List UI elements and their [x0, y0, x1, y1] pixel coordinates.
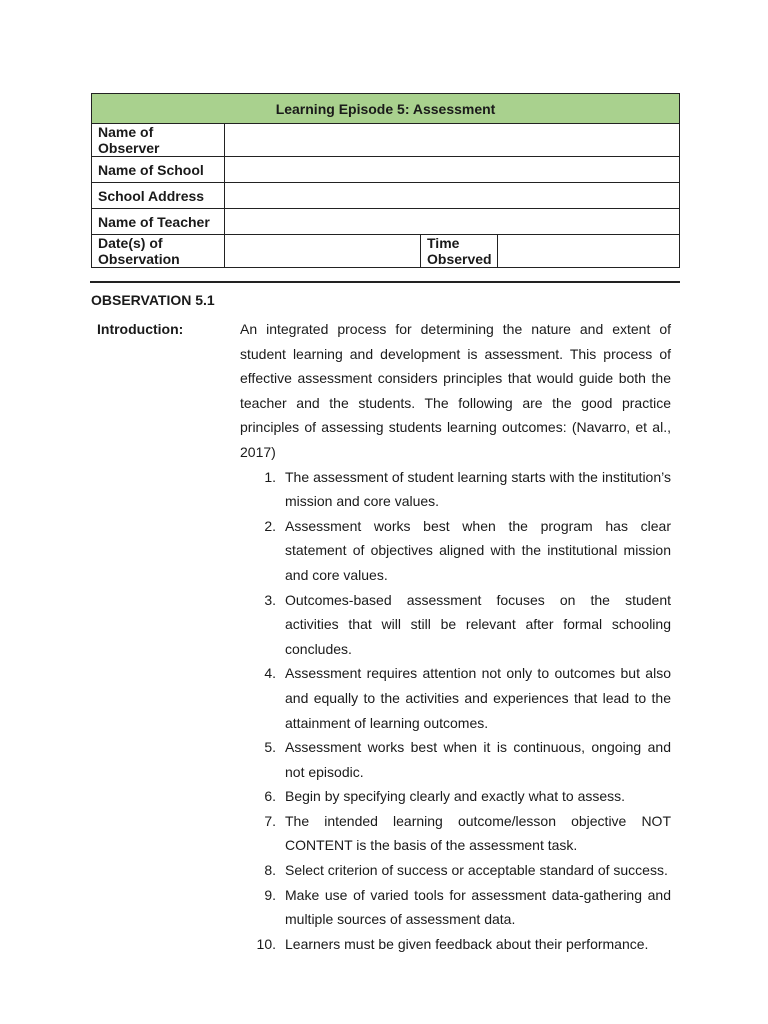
principle-text: Assessment works best when the program has clear statement of objectives aligned with the institutional mission and core values. [285, 517, 671, 583]
principle-item [240, 809, 671, 858]
principle-number: 2. [264, 517, 276, 534]
time-label-line2: Observed [427, 251, 492, 267]
principle-number: 8. [264, 862, 276, 879]
observation-form-table [91, 93, 680, 268]
principle-item [240, 465, 671, 514]
principle-number: 7. [264, 812, 276, 829]
observer-field[interactable] [225, 124, 680, 157]
time-label-line1: Time [427, 235, 460, 251]
principle-number: 6. [264, 788, 276, 805]
principle-text: Begin by specifying clearly and exactly what to assess. [285, 788, 626, 805]
teacher-field[interactable] [225, 209, 680, 235]
school-field[interactable] [225, 157, 680, 183]
introduction-body [240, 317, 671, 956]
principle-text: Select criterion of success or acceptable standard of success. [285, 862, 668, 879]
address-field[interactable] [225, 183, 680, 209]
principles-list [240, 465, 671, 957]
principle-number: 3. [264, 591, 276, 608]
observation-title: OBSERVATION 5.1 [91, 292, 215, 308]
address-row [92, 183, 680, 209]
date-time-row [92, 235, 680, 268]
principle-item [240, 735, 671, 784]
section-divider [90, 281, 680, 283]
address-label: School Address [92, 183, 225, 209]
principle-text: Assessment works best when it is continuous, ongoing and not episodic. [285, 739, 671, 780]
time-field[interactable] [498, 235, 680, 268]
dates-label-line1: Date(s) of [98, 235, 163, 251]
principle-number: 4. [264, 665, 276, 682]
principle-text: Outcomes-based assessment focuses on the student activities that will still be relevant after formal schooling concludes. [285, 591, 671, 657]
principle-text: Learners must be given feedback about their performance. [285, 935, 649, 952]
dates-label [92, 235, 225, 268]
form-title: Learning Episode 5: Assessment [92, 94, 680, 124]
principle-item [240, 661, 671, 735]
school-row [92, 157, 680, 183]
dates-label-line2: Observation [98, 251, 180, 267]
principle-number: 1. [264, 468, 276, 485]
school-label: Name of School [92, 157, 225, 183]
principle-item [240, 932, 671, 957]
introduction-paragraph: An integrated process for determining the nature and extent of student learning and development is assessment. This process of effective assessment considers principles that would guide both the teacher and the students. The following are the good practice principles of assessing students learning outcomes: (Navarro, et al., 2017) [240, 321, 671, 460]
principle-number: 9. [264, 886, 276, 903]
teacher-label: Name of Teacher [92, 209, 225, 235]
principle-item [240, 883, 671, 932]
principle-text: The intended learning outcome/lesson objective NOT CONTENT is the basis of the assessment task. [285, 812, 671, 854]
principle-item [240, 514, 671, 588]
principle-number: 10. [256, 935, 276, 952]
observer-label: Name of Observer [92, 124, 225, 157]
observer-row [92, 124, 680, 157]
principle-text: Assessment requires attention not only to outcomes but also and equally to the activities and experiences that lead to the attainment of learning outcomes. [285, 665, 671, 731]
principle-text: The assessment of student learning starts with the institution’s mission and core values. [285, 468, 671, 510]
principle-item [240, 858, 671, 883]
principle-text: Make use of varied tools for assessment data-gathering and multiple sources of assessment data. [285, 886, 671, 928]
principle-item [240, 588, 671, 662]
teacher-row [92, 209, 680, 235]
principle-item [240, 784, 671, 809]
introduction-label: Introduction: [97, 321, 184, 337]
principle-number: 5. [264, 739, 276, 756]
time-label [421, 235, 498, 268]
dates-field[interactable] [225, 235, 421, 268]
